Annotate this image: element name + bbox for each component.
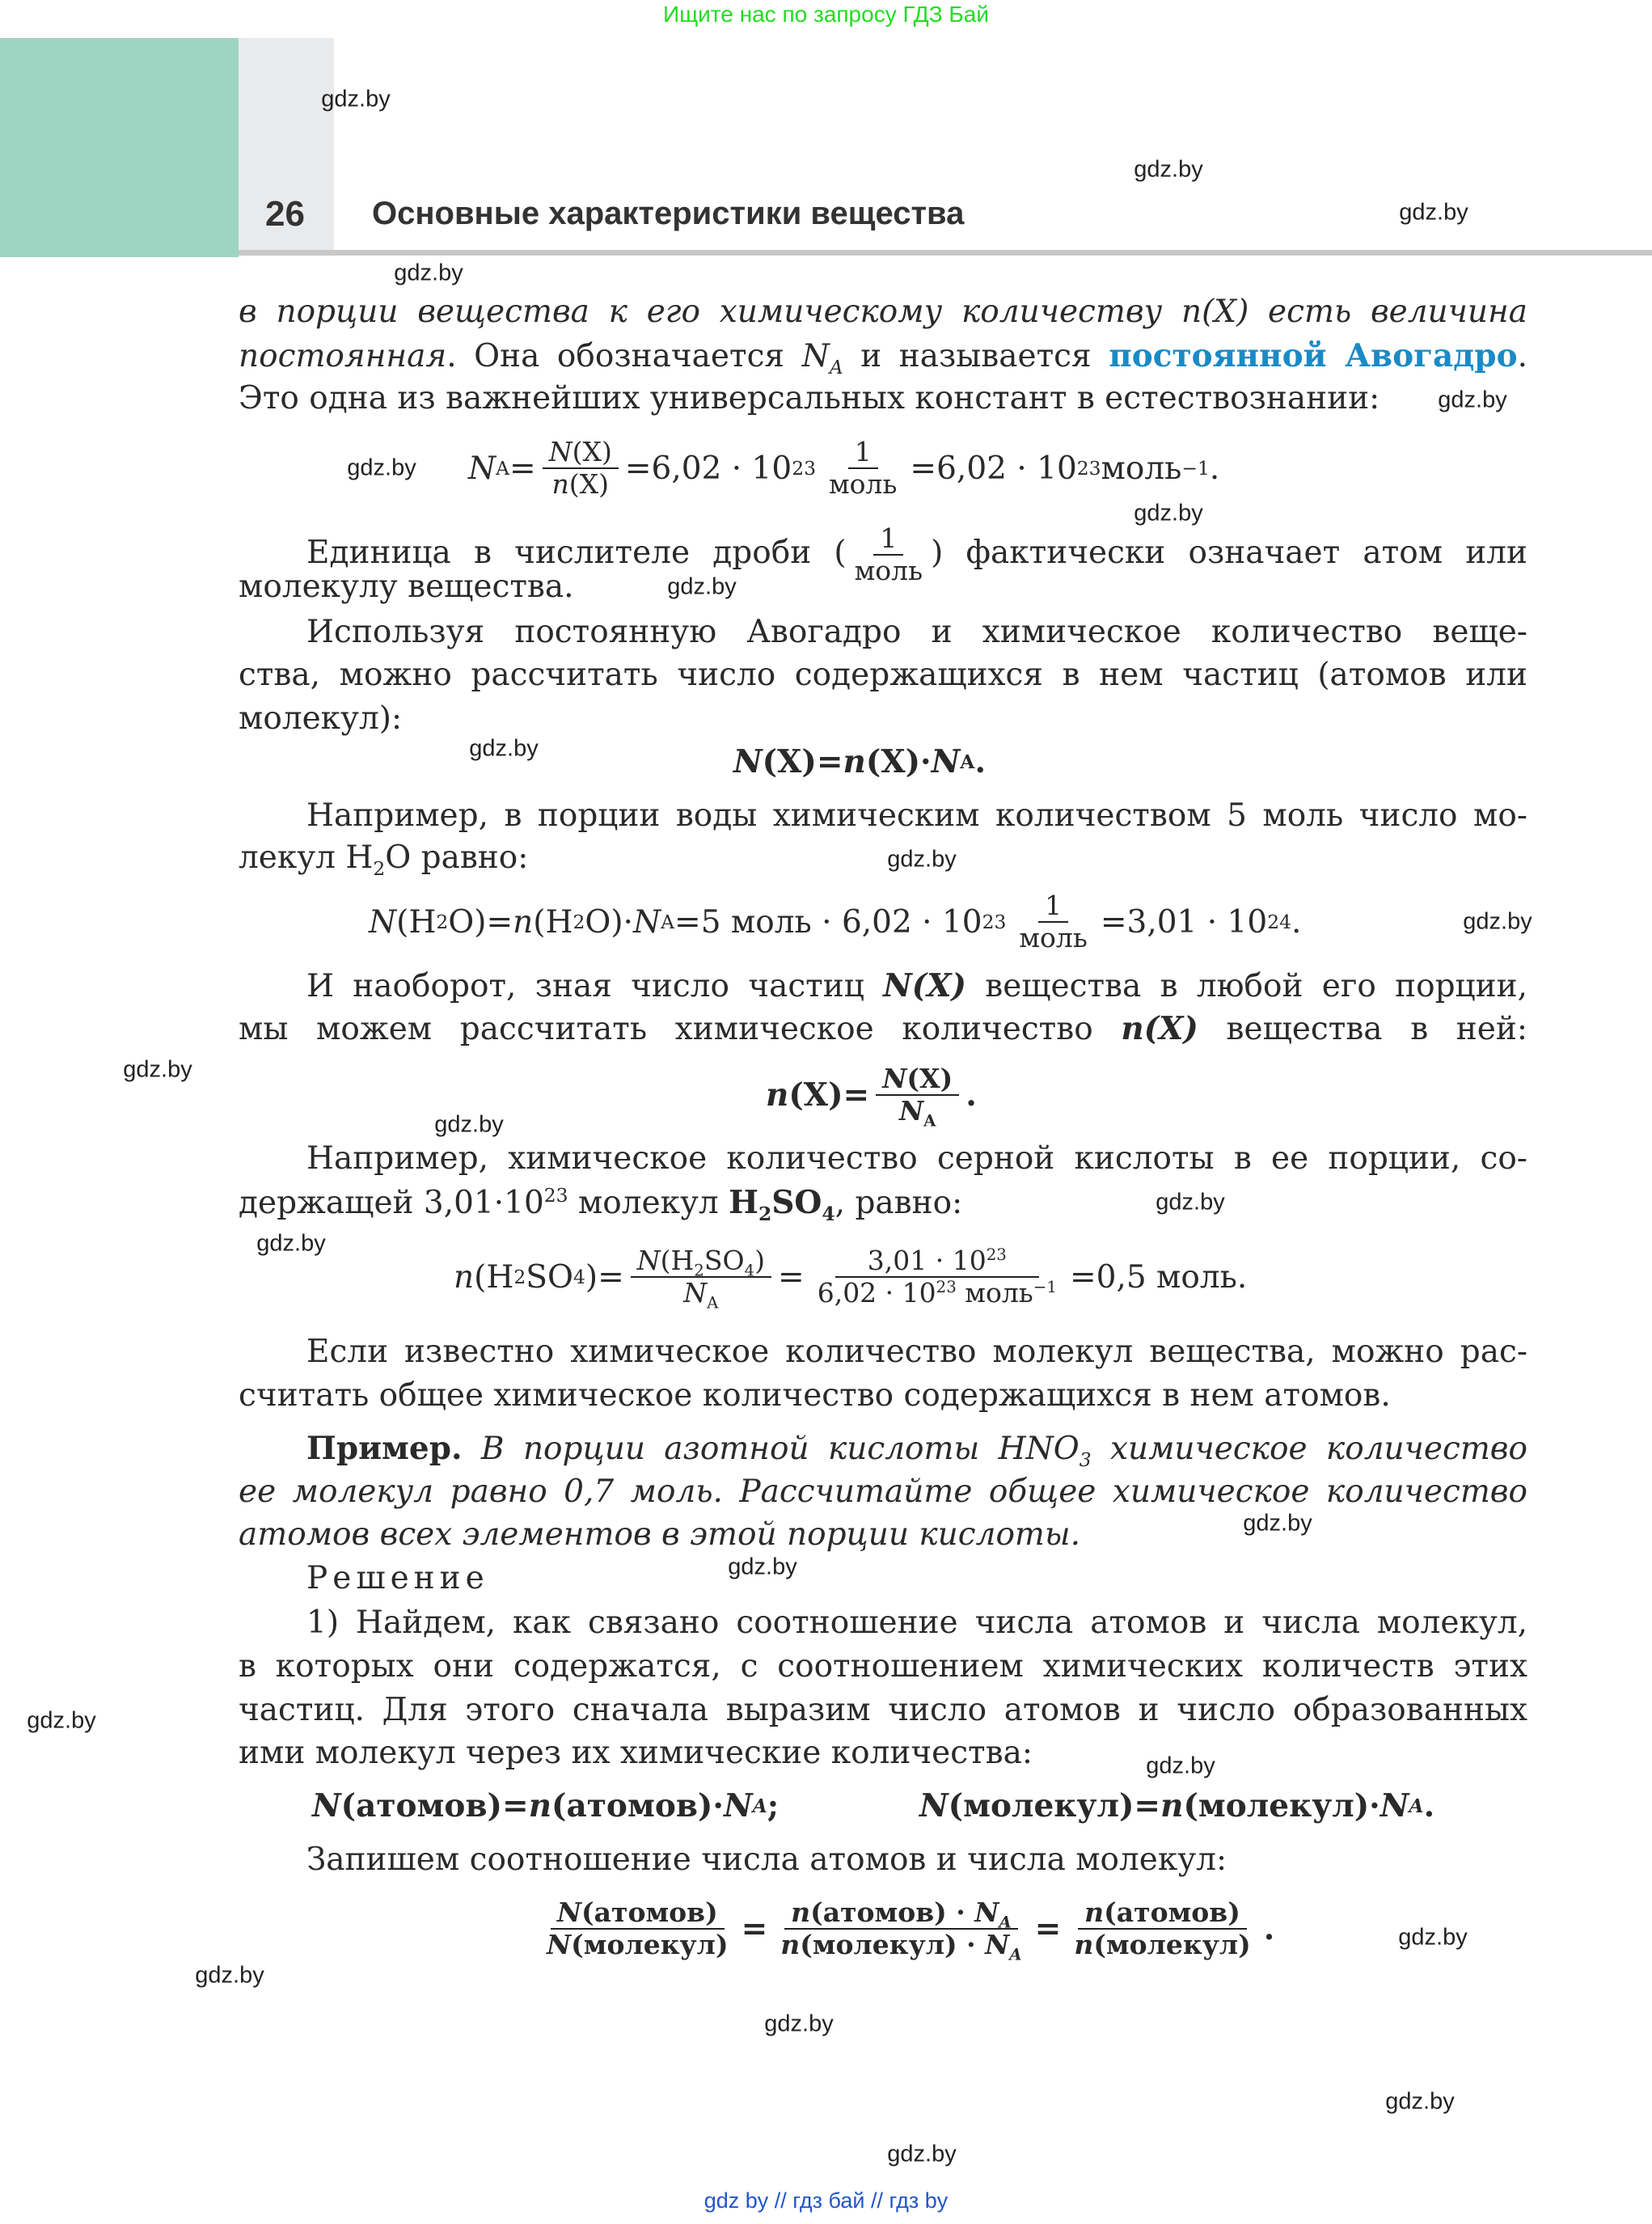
text-segment: .: [1517, 338, 1527, 374]
text-line: считать общее химическое количество содержащихся в нем атомов.: [239, 1377, 1391, 1414]
search-hint: Ищите нас по запросу ГДЗ Бай: [662, 2, 990, 27]
watermark: gdz.by: [123, 1056, 192, 1083]
text-line: Единица в числителе дроби ( $\frac{1}{\text{моль}}$ ) фактически означает атом или: [306, 522, 1527, 586]
watermark: gdz.by: [1438, 387, 1507, 413]
solution-heading: Решение: [306, 1560, 489, 1596]
text-line: молекул):: [239, 700, 403, 737]
formula-avogadro: N A = $\frac{N(X)}{n(X)}$ = 6,02 · 10 23 $\frac{1}{\text{моль}}$ = 6,02 · 10 23 моль −1 .: [468, 436, 1220, 500]
page-number: 26: [265, 194, 305, 234]
text-line: Запишем соотношение числа атомов и числа молекул:: [306, 1841, 1227, 1878]
text-line: держащей $3,01\cdot 10^{23}$ молекул $H_2SO_4$, равно:: [239, 1184, 963, 1225]
watermark: gdz.by: [1399, 199, 1468, 226]
watermark: gdz.by: [321, 86, 391, 112]
text-line: в которых они содержатся, с соотношением химических количеств этих: [239, 1648, 1527, 1685]
watermark: gdz.by: [764, 2010, 834, 2037]
watermark: gdz.by: [347, 455, 416, 481]
watermark: gdz.by: [1156, 1189, 1225, 1216]
text-line: Это одна из важнейших универсальных констант в естествознании:: [239, 380, 1380, 416]
text-line: 1) Найдем, как связано соотношение числа атомов и числа молекул,: [306, 1605, 1527, 1641]
watermark: gdz.by: [1134, 156, 1203, 183]
watermark: gdz.by: [195, 1962, 264, 1989]
text-segment: и называется: [843, 338, 1109, 374]
text-line: Пример. В порции азотной кислоты $HNO_3$ химическое количество: [306, 1430, 1527, 1471]
text-line: лекул $H_2O$ равно:: [239, 839, 529, 880]
formula-molecules: N (молекул) = n (молекул) · N A .: [919, 1787, 1435, 1824]
watermark: gdz.by: [434, 1111, 504, 1138]
watermark: gdz.by: [27, 1707, 96, 1734]
formula-amount: n (X) = $\frac{N(X)}{N_A}$ .: [766, 1063, 977, 1131]
text-line: в порции вещества к его химическому количеству n(X) есть величина: [239, 294, 1527, 330]
watermark: gdz.by: [1134, 500, 1203, 526]
text-line: Используя постоянную Авогадро и химическое количество веще-: [306, 614, 1527, 650]
watermark: gdz.by: [394, 260, 463, 286]
text-line: частиц. Для этого сначала выразим число атомов и число образованных: [239, 1692, 1527, 1728]
text-line: Например, в порции воды химическим количеством 5 моль число мо-: [306, 797, 1527, 834]
watermark: gdz.by: [1146, 1753, 1215, 1779]
page-title: Основные характеристики вещества: [372, 196, 965, 231]
watermark: gdz.by: [667, 573, 737, 600]
formula-sulfuric-acid: n (H 2 SO 4 ) = $\frac{N(H_2SO_4)}{N_A}$ = $\frac{3,01 \cdot 10^{23}}{6,02 \cdot 10^{23} моль^{-1}}$ = 0,5 моль .: [454, 1245, 1248, 1313]
text-line: ими молекул через их химические количества:: [239, 1735, 1033, 1771]
term-avogadro-constant: постоянной Авогадро: [1109, 337, 1518, 374]
header-divider: [239, 250, 1652, 256]
text-line: ства, можно рассчитать число содержащихся в нем частиц (атомов или: [239, 657, 1527, 693]
text-line: И наоборот, зная число частиц N(X) вещества в любой его порции,: [306, 967, 1527, 1004]
formula-atoms: N (атомов) = n (атомов) · N A ;: [312, 1787, 780, 1824]
text-line: молекулу вещества.: [239, 569, 574, 605]
math-na: $N_A$: [801, 338, 843, 378]
watermark: gdz.by: [728, 1554, 797, 1580]
footer-links[interactable]: gdz by // гдз бай // гдз by: [703, 2188, 949, 2213]
text-line: мы можем рассчитать химическое количество n(X) вещества в ней:: [239, 1010, 1528, 1047]
watermark: gdz.by: [256, 1230, 326, 1257]
text-line: атомов всех элементов в этой порции кислоты.: [239, 1516, 1081, 1553]
watermark: gdz.by: [1243, 1510, 1312, 1537]
watermark: gdz.by: [1398, 1924, 1468, 1951]
header-accent-block: [0, 38, 239, 257]
watermark: gdz.by: [1385, 2088, 1455, 2115]
text-line: ее молекул равно 0,7 моль. Рассчитайте общее химическое количество: [239, 1474, 1527, 1510]
watermark: gdz.by: [469, 735, 539, 762]
text-line: Например, химическое количество серной кислоты в ее порции, со-: [306, 1140, 1527, 1177]
formula-ratio: $\frac{\text{N(атомов)}}{\text{N(молекул)}}$ = $\frac{n(атомов) \cdot N_A}{n(молекул) \cdot N_A}$ = $\frac{\text{n(атомов)}}{\text{n(молекул)}}$ .: [547, 1896, 1275, 1964]
text-segment: . Она обозначается: [446, 338, 802, 374]
watermark: gdz.by: [1463, 908, 1532, 935]
text-line: [239, 334, 1527, 378]
formula-water-example: N (H 2 O) = n (H 2 O) · N A = 5 моль · 6,02 · 10 23 $\frac{1}{\text{моль}}$ = 3,01 · 10 24 .: [369, 890, 1302, 953]
watermark: gdz.by: [887, 846, 957, 873]
watermark: gdz.by: [887, 2141, 957, 2167]
formula-particle-count: N (X) = n (X) · N A .: [733, 743, 987, 780]
text-segment: постоянная: [239, 338, 447, 374]
text-line: Если известно химическое количество молекул вещества, можно рас-: [306, 1334, 1527, 1370]
